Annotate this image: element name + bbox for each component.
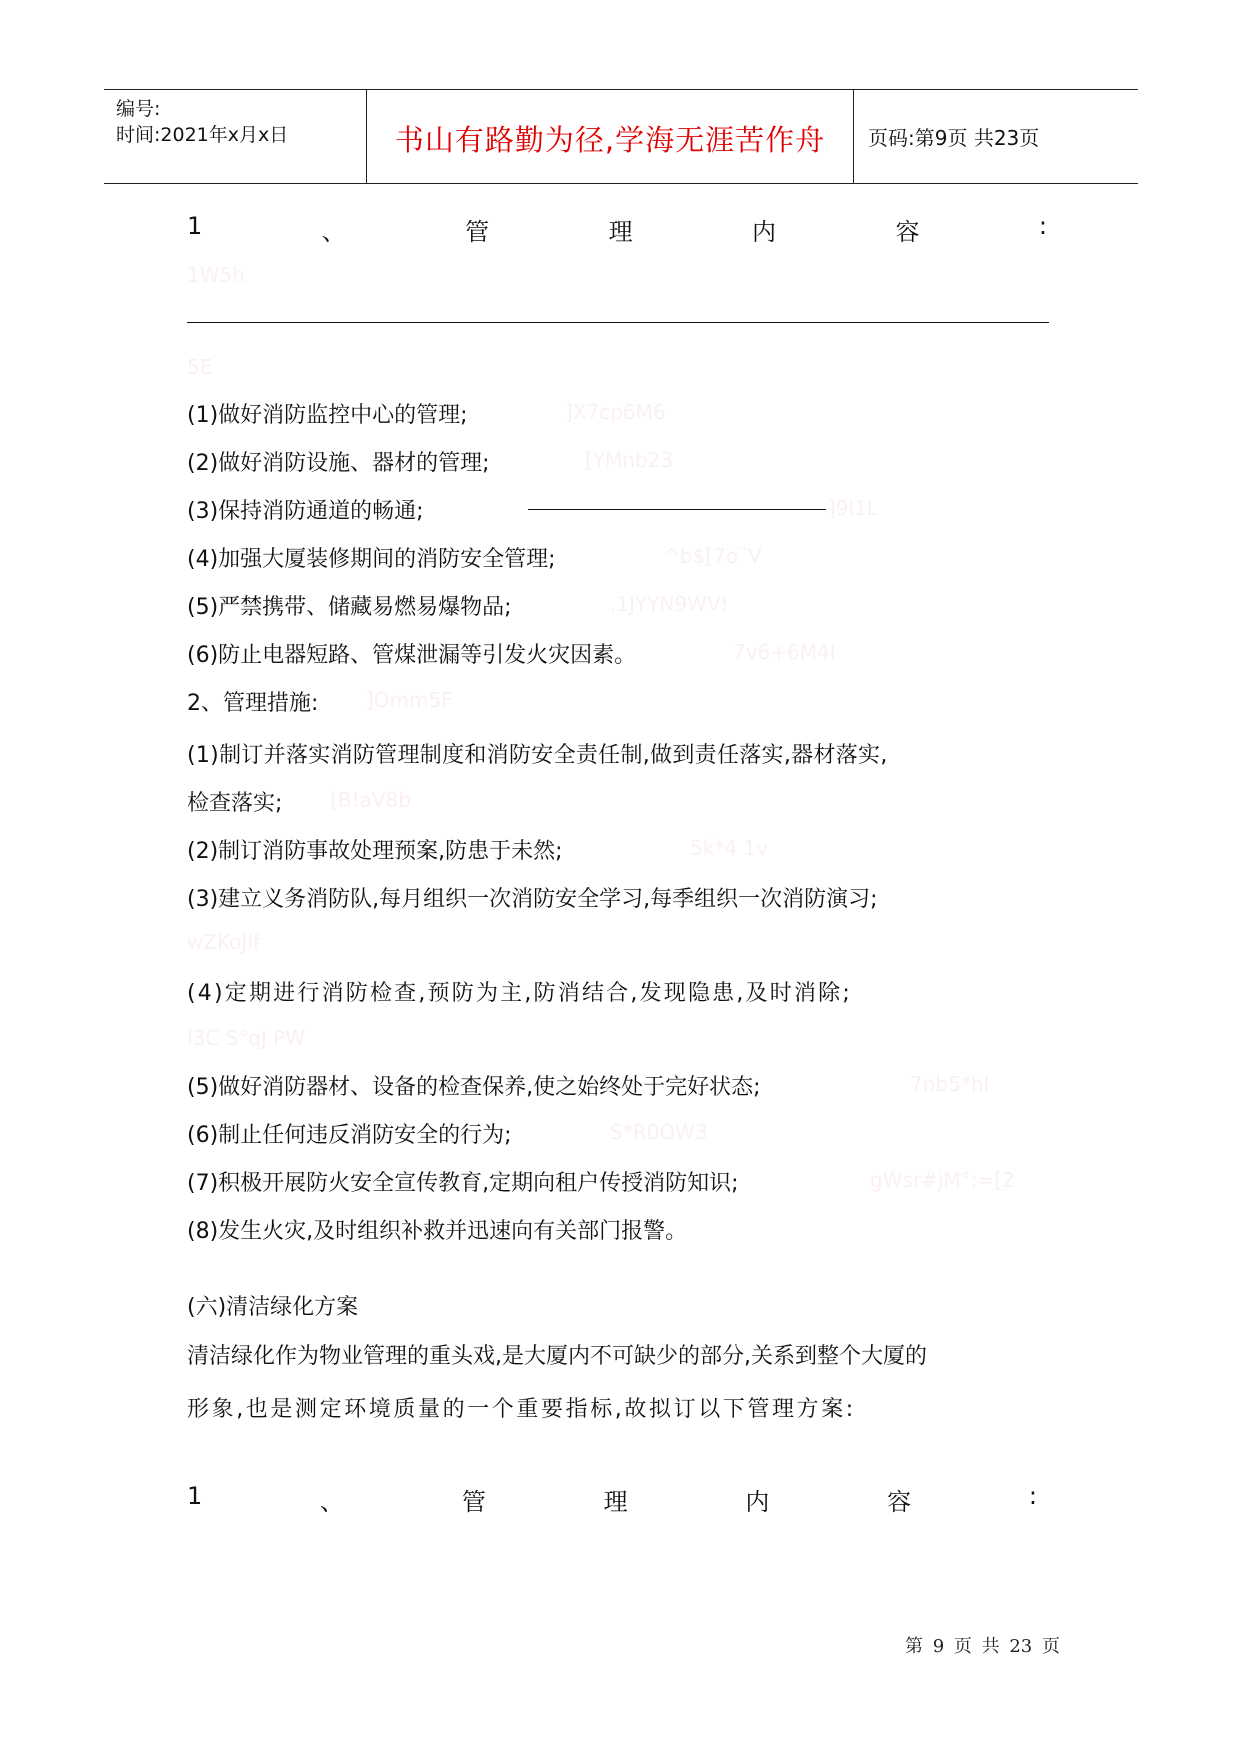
heading-char: 理 xyxy=(603,1488,628,1516)
heading-char: 内 xyxy=(752,218,777,246)
heading-char: 管 xyxy=(461,1488,486,1516)
heading-char: 1 xyxy=(187,212,203,240)
header-motto-cell xyxy=(366,90,854,183)
list-item: (2)制订消防事故处理预案,防患于未然; xyxy=(187,839,563,864)
heading-char: 理 xyxy=(608,218,633,246)
list-item: (4)定期进行消防检查,预防为主,防消结合,发现隐患,及时消除; xyxy=(187,981,852,1006)
list-item: (6)制止任何违反消防安全的行为; xyxy=(187,1123,512,1148)
watermark-text: [B!aV8b xyxy=(330,788,411,812)
list-item: (3)保持消防通道的畅通; xyxy=(187,499,424,524)
watermark-text: 1W5h xyxy=(187,263,245,287)
list-item: (8)发生火灾,及时组织补救并迅速向有关部门报警。 xyxy=(187,1219,688,1244)
list-item: (7)积极开展防火安全宣传教育,定期向租户传授消防知识; xyxy=(187,1171,739,1196)
list-item: (1)做好消防监控中心的管理; xyxy=(187,403,468,428)
watermark-text: wZKoJlf xyxy=(187,930,260,954)
time-label: 时间:2021年x月x日 xyxy=(116,124,289,146)
heading-char: : xyxy=(1038,212,1047,240)
watermark-text: 7v6+6M4I xyxy=(733,640,836,664)
list-item: (2)做好消防设施、器材的管理; xyxy=(187,451,490,476)
heading-char: 、 xyxy=(321,218,346,246)
watermark-text: [YMnb23 xyxy=(585,448,674,472)
heading-char: 容 xyxy=(895,218,920,246)
list-item: (1)制订并落实消防管理制度和消防安全责任制,做到责任落实,器材落实, xyxy=(187,743,888,768)
heading-char: : xyxy=(1028,1482,1037,1510)
watermark-text: l3C S°qJ PW xyxy=(187,1026,306,1050)
watermark-text: ^b$[7o¨V xyxy=(663,544,762,568)
list-item: (5)严禁携带、储藏易燃易爆物品; xyxy=(187,595,512,620)
heading-char: 内 xyxy=(745,1488,770,1516)
underline-rule xyxy=(187,322,1049,323)
paragraph-line: 形象,也是测定环境质量的一个重要指标,故拟订以下管理方案: xyxy=(187,1397,856,1422)
fill-in-blank-line xyxy=(528,509,826,510)
paragraph-line: 清洁绿化作为物业管理的重头戏,是大厦内不可缺少的部分,关系到整个大厦的 xyxy=(187,1344,927,1369)
section6-title: (六)清洁绿化方案 xyxy=(187,1295,359,1320)
heading-char: 管 xyxy=(465,218,490,246)
list-item: (5)做好消防器材、设备的检查保养,使之始终处于完好状态; xyxy=(187,1075,761,1100)
list-item: (6)防止电器短路、管煤泄漏等引发火灾因素。 xyxy=(187,643,637,668)
heading-char: 容 xyxy=(887,1488,912,1516)
header-left-cell xyxy=(104,90,366,183)
watermark-text: 7nb5*hI xyxy=(910,1072,990,1096)
watermark-text: .1JYYN9WV! xyxy=(610,592,729,616)
document-header xyxy=(104,89,1138,184)
motto: 书山有路勤为径,学海无涯苦作舟 xyxy=(394,123,826,157)
page-footer: 第 9 页 共 23 页 xyxy=(905,1636,1060,1657)
heading-char: 1 xyxy=(187,1482,203,1510)
list-item: (4)加强大厦装修期间的消防安全管理; xyxy=(187,547,556,572)
section2-heading: 2、管理措施: xyxy=(187,691,319,716)
section-last-heading xyxy=(187,1482,1037,1517)
list-item-continued: 检查落实; xyxy=(187,791,283,816)
watermark-text: gWsr#jM°;=[2 xyxy=(870,1168,1015,1192)
watermark-text: 5k*4 1v xyxy=(690,836,768,860)
page-info: 页码:第9页 共23页 xyxy=(868,126,1040,150)
watermark-text: 5E xyxy=(187,355,213,379)
header-page-cell xyxy=(854,90,1138,183)
number-label: 编号: xyxy=(116,98,161,120)
heading-char: 、 xyxy=(320,1488,345,1516)
watermark-text: S*R0OW3 xyxy=(610,1120,708,1144)
watermark-text: ]Omm5F xyxy=(366,688,453,712)
watermark-text: ]X7cp6M6 xyxy=(565,400,666,424)
watermark-text: ]9l1L xyxy=(828,496,878,520)
list-item: (3)建立义务消防队,每月组织一次消防安全学习,每季组织一次消防演习; xyxy=(187,887,878,912)
section1-heading xyxy=(187,212,1047,247)
